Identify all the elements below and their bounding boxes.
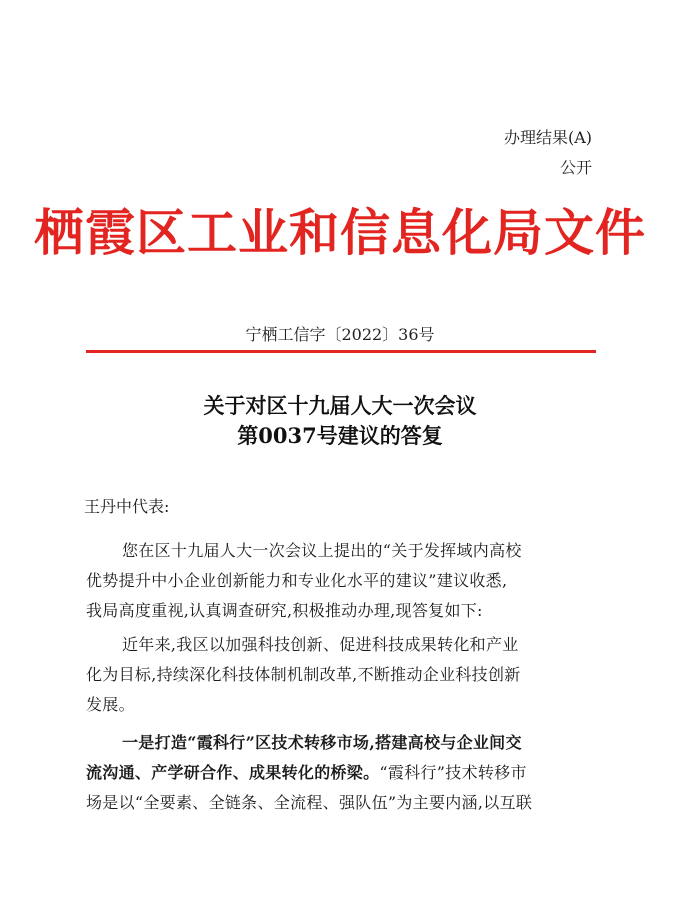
paragraph-line: 场是以“全要素、全链条、全流程、强队伍”为主要内涵,以互联 [86, 793, 533, 812]
paragraph-line [86, 758, 596, 788]
paragraph-line: 优势提升中小企业创新能力和专业化水平的建议”建议收悉, [86, 571, 508, 590]
paragraph-text: “霞科行”技术转移市 [379, 763, 527, 782]
paragraph-line: 我局高度重视,认真调查研究,积极推动办理,现答复如下: [86, 601, 483, 620]
body-paragraph-1 [86, 536, 596, 626]
red-divider-line [86, 350, 596, 353]
body-paragraph-3 [86, 728, 596, 818]
salutation: 王丹中代表: [84, 497, 170, 516]
paragraph-bold-heading: 一是打造“霞科行”区技术转移市场,搭建高校与企业间交 [122, 733, 522, 752]
paragraph-line: 您在区十九届人大一次会议上提出的“关于发挥域内高校 [122, 541, 522, 560]
paragraph-line: 化为目标,持续深化科技体制机制改革,不断推动企业科技创新 [86, 665, 521, 684]
document-title-line-1: 关于对区十九届人大一次会议 [203, 393, 477, 418]
body-paragraph-2 [86, 630, 596, 720]
paragraph-bold-text: 流沟通、产学研合作、成果转化的桥梁。 [86, 763, 380, 782]
paragraph-line: 发展。 [86, 695, 135, 714]
document-number: 宁栖工信字〔2022〕36号 [245, 325, 435, 344]
document-title-line-2: 第0037号建议的答复 [237, 423, 443, 448]
masthead-title: 栖霞区工业和信息化局文件 [34, 204, 646, 262]
public-label: 公开 [559, 158, 592, 177]
paragraph-line: 近年来,我区以加强科技创新、促进科技成果转化和产业 [122, 635, 519, 654]
handling-result-label: 办理结果(A) [503, 128, 592, 147]
